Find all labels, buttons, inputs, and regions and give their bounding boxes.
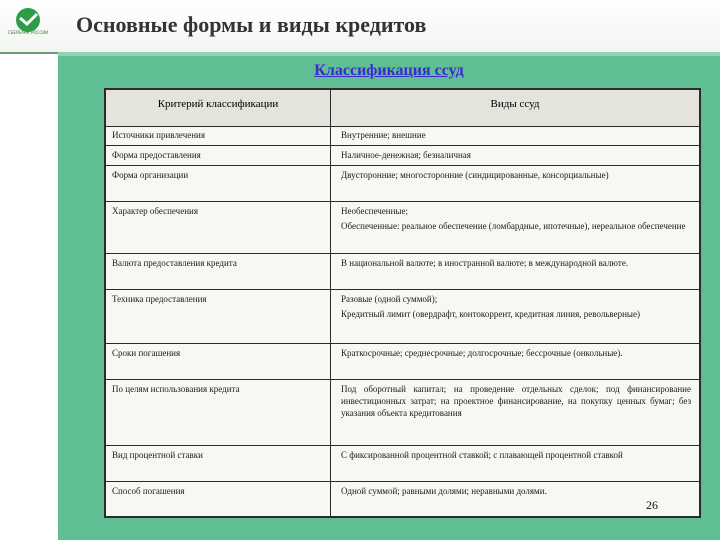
criterion-cell: Валюта предоставления кредита <box>106 254 331 289</box>
table-row <box>106 290 699 344</box>
criterion-cell: По целям использования кредита <box>106 380 331 445</box>
types-cell <box>331 126 699 145</box>
classification-table <box>104 88 701 518</box>
types-cell <box>331 166 699 201</box>
types-text: Кредитный лимит (овердрафт, контокоррент, кредитная линия, револьверные) <box>341 309 640 319</box>
criterion-cell: Форма предоставления <box>106 146 331 165</box>
types-text: Под оборотный капитал; на проведение отдельных сделок; под финансирование инвестиционных затрат; на проектное финансирование, на покупку ценных бумаг; без указания объекта кредитования <box>341 384 691 418</box>
types-text: Краткосрочные; среднесрочные; долгосрочные; бессрочные (онкольные). <box>341 348 623 358</box>
logo-caption: СБЕРБАНК РОССИИ <box>7 30 49 35</box>
types-cell <box>331 202 699 253</box>
criterion-cell: Техника предоставления <box>106 290 331 343</box>
table-row <box>106 146 699 166</box>
types-text: Внутренние; внешние <box>341 130 426 140</box>
types-text: Необеспеченные; <box>341 206 408 216</box>
criterion-cell: Источники привлечения <box>106 126 331 145</box>
table-row <box>106 254 699 290</box>
criterion-cell: Способ погашения <box>106 482 331 516</box>
types-text: В национальной валюте; в иностранной валюте; в международной валюте. <box>341 258 629 268</box>
table-row <box>106 446 699 482</box>
slide-header <box>0 0 720 54</box>
criterion-cell: Форма организации <box>106 166 331 201</box>
panel-highlight <box>58 52 720 56</box>
table-row <box>106 126 699 146</box>
table-title: Классификация ссуд <box>314 62 464 79</box>
criterion-cell: Характер обеспечения <box>106 202 331 253</box>
table-row <box>106 380 699 446</box>
types-text: Обеспеченные: реальное обеспечение (ломбардные, ипотечные), нереальное обеспечение <box>341 221 686 231</box>
column-header-types: Виды ссуд <box>490 98 540 110</box>
types-cell <box>331 380 699 445</box>
table-header-row <box>106 90 699 127</box>
types-text: С фиксированной процентной ставкой; с плавающей процентной ставкой <box>341 450 623 460</box>
types-cell <box>331 254 699 289</box>
page-title: Основные формы и виды кредитов <box>76 12 427 37</box>
types-cell <box>331 146 699 165</box>
types-cell <box>331 344 699 379</box>
sberbank-logo-icon <box>6 6 50 46</box>
criterion-cell: Сроки погашения <box>106 344 331 379</box>
types-cell <box>331 482 699 516</box>
table-row <box>106 482 699 516</box>
types-text: Двусторонние; многосторонние (синдицированные, консорциальные) <box>341 170 609 180</box>
page-number: 26 <box>646 498 658 512</box>
table-row <box>106 202 699 254</box>
column-header-criterion: Критерий классификации <box>106 90 331 126</box>
types-text: Наличное-денежная; безналичная <box>341 150 471 160</box>
table-row <box>106 344 699 380</box>
types-cell <box>331 446 699 481</box>
criterion-cell: Вид процентной ставки <box>106 446 331 481</box>
types-cell <box>331 290 699 343</box>
types-text: Разовые (одной суммой); <box>341 294 438 304</box>
types-text: Одной суммой; равными долями; неравными долями. <box>341 486 547 496</box>
table-row <box>106 166 699 202</box>
